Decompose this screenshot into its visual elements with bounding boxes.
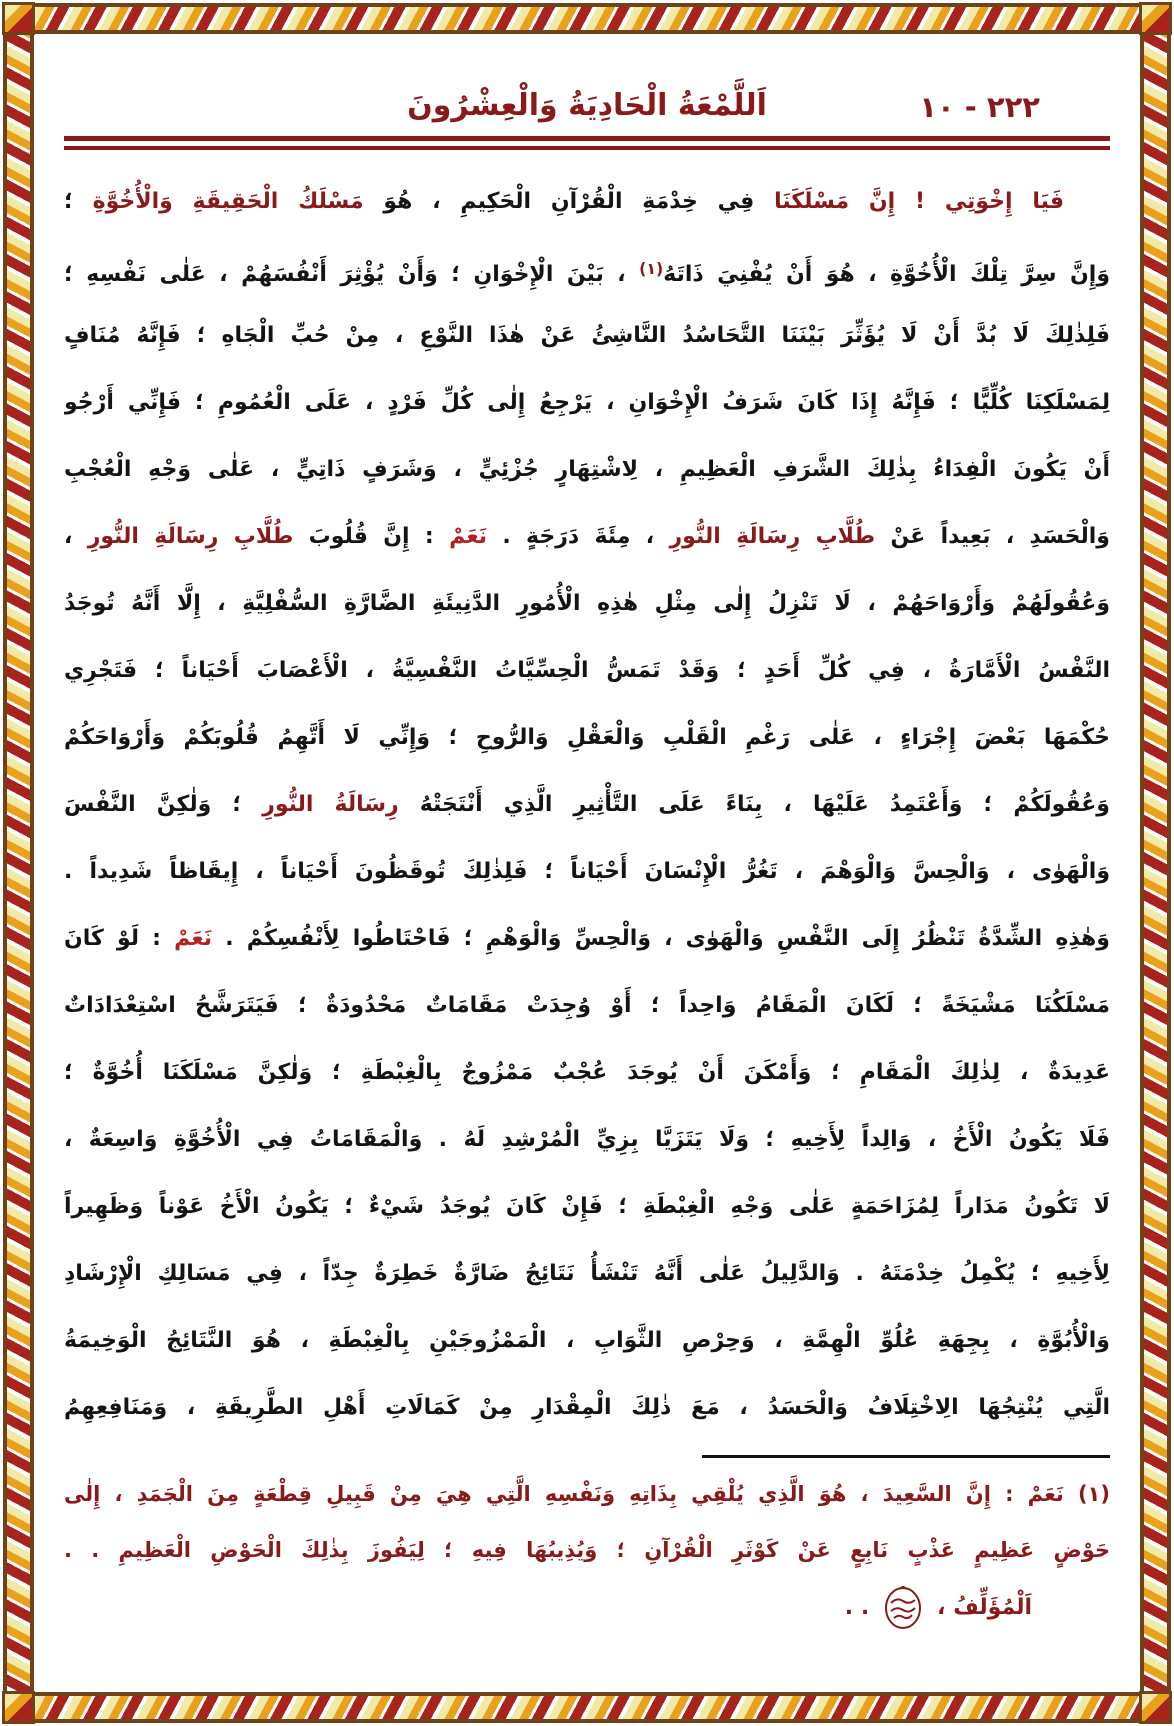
body-text-line: فَيَا إِخْوَتِي ! إِنَّ مَسْلَكَنَا فِي خِدْمَةِ الْقُرْآنِ الْحَكِيمِ ، هُوَ مَسْلَكُ الْحَقِيقَةِ وَالْأُخُوَّةِ ؛ [64, 189, 1064, 214]
frame-border-top [33, 3, 1141, 34]
page-header [64, 88, 1110, 136]
body-text-line: لِمَسْلَكِنَا كُلِّيًّا ؛ فَإِنَّهُ إِذَا كَانَ شَرَفُ الْإِخْوَانِ ، يَرْجِعُ إِلٰى كُلِّ فَرْدٍ ، عَلَى الْعُمُومِ ؛ فَإِنِّي أَرْجُو [64, 390, 1110, 415]
footnote-separator [702, 1455, 1110, 1458]
frame-corner-bottom-left [2, 1691, 35, 1724]
footnote-marker: (١) [1063, 1482, 1110, 1506]
body-text-line: وَإِنَّ سِرَّ تِلْكَ الْأُخُوَّةِ ، هُوَ أَنْ يُفْنِيَ ذَاتَهُ$^{(١)}$ ، بَيْنَ الْإِخْوَانِ ؛ وَأَنْ يُؤْثِرَ أَنْفُسَهُمْ ، عَلٰى نَفْسِهِ ؛ [64, 259, 1110, 287]
body-text-line: حُكْمَهَا بَعْضَ إِجْرَاءٍ ، عَلٰى رَغْمِ الْقَلْبِ وَالْعَقْلِ وَالرُّوحِ ؛ وَإِنِّي لَا أَتَّهِمُ قُلُوبَكُمْ وَأَرْوَاحَكُمْ [64, 725, 1110, 750]
body-text-line: النَّفْسُ الْأَمَّارَةُ ، فِي كُلِّ أَحَدٍ ؛ وَقَدْ تَمَسُّ الْحِسِّيَّاتُ النَّفْسِيَّةُ ، الْأَعْصَابَ أَحْيَاناً ؛ فَتَجْرِي [64, 658, 1110, 683]
frame-corner-top-left [2, 2, 35, 35]
body-text-line: عَدِيدَةٌ ، لِذٰلِكَ الْمَقَامِ ؛ وَأَمْكَنَ أَنْ يُوجَدَ عُجْبٌ مَمْزُوجٌ بِالْغِبْطَةِ ؛ وَلٰكِنَّ مَسْلَكَنَا أُخُوَّةٌ ؛ [64, 1060, 1110, 1085]
footnote-text [64, 1466, 1110, 1578]
body-text-line: فَلَا يَكُونُ الْأَخُ ، وَالِداً لِأَخِيهِ ؛ وَلَا يَتَزَيَّا بِزِيِّ الْمُرْشِدِ لَهُ . وَالْمَقَامَاتُ فِي الْأُخُوَّةِ وَاسِعَةٌ ، [64, 1127, 1110, 1152]
body-text-line: لِأَخِيهِ ؛ يُكْمِلُ خِدْمَتَهُ . وَالدَّلِيلُ عَلٰى أَنَّهُ تَنْشَأُ نَتَائِجُ ضَارَّةٌ خَطِرَةٌ جِدّاً ، فِي مَسَالِكِ الْإِرْشَادِ [64, 1261, 1110, 1286]
frame-corner-top-right [1139, 2, 1172, 35]
author-seal-icon [881, 1583, 925, 1631]
body-text-line: وَالْحَسَدِ ، بَعِيداً عَنْ طُلَّابِ رِسَالَةِ النُّورِ ، مِئَةَ دَرَجَةٍ . نَعَمْ : إِنَّ قُلُوبَ طُلَّابِ رِسَالَةِ النُّورِ ، [64, 524, 1110, 549]
body-text-line: وَعُقُولَكُمْ ؛ وَأَعْتَمِدُ عَلَيْهَا ، بِنَاءً عَلَى التَّأْثِيرِ الَّذِي أَنْتَجَتْهُ رِسَالَةُ النُّورِ ؛ وَلٰكِنَّ النَّفْسَ [64, 792, 1110, 817]
author-signature-dots: . . [844, 1594, 870, 1620]
footnote-text-line: (١) نَعَمْ : إِنَّ السَّعِيدَ ، هُوَ الَّذِي يُلْقِي بِذَاتِهِ وَنَفْسِهِ الَّتِي هِيَ مِنْ قَبِيلِ قِطْعَةٍ مِنَ الْجَمَدِ ، إِلٰى [64, 1482, 1110, 1506]
page-content [64, 88, 1110, 1636]
body-text-line: وَهٰذِهِ الشِّدَّةُ تَنْظُرُ إِلَى النَّفْسِ وَالْهَوٰى ، وَالْحِسِّ وَالْوَهْمِ ؛ فَاحْتَاطُوا لِأَنْفُسِكُمْ . نَعَمْ : لَوْ كَانَ [64, 926, 1110, 951]
frame-border-bottom [33, 1692, 1141, 1723]
footnote-text-line: حَوْضٍ عَظِيمٍ عَذْبٍ نَابِعٍ عَنْ كَوْثَرِ الْقُرْآنِ ؛ وَيُذِيبُهَا فِيهِ ؛ لِيَفُوزَ بِذٰلِكَ الْحَوْضِ الْعَظِيمِ . . [64, 1538, 1110, 1562]
footnote [64, 1466, 1110, 1636]
body-paragraph [64, 168, 1110, 1441]
author-signature [64, 1578, 1110, 1636]
body-text-line: وَالْأُبُوَّةِ ، بِجِهَةِ عُلُوِّ الْهِمَّةِ ، وَحِرْصِ الثَّوَابِ ، الْمَمْزُوجَيْنِ بِالْغِبْطَةِ ، هُوَ النَّتَائِجُ الْوَخِيمَةُ [64, 1328, 1110, 1353]
body-text-line: وَعُقُولَهُمْ وَأَرْوَاحَهُمْ ، لَا تَنْزِلُ إِلٰى مِثْلِ هٰذِهِ الْأُمُورِ الدَّنِيئَةِ الضَّارَّةِ السُّفْلِيَّةِ ، إِلَّا أَنَّهُ تُوجَدُ [64, 591, 1110, 616]
frame-corner-bottom-right [1139, 1691, 1172, 1724]
body-text-line: الَّتِي يُنْتِجُهَا الِاخْتِلَافُ وَالْحَسَدُ ، مَعَ ذٰلِكَ الْمِقْدَارِ مِنْ كَمَالَاتِ أَهْلِ الطَّرِيقَةِ ، وَمَنَافِعِهِمُ [64, 1395, 1110, 1420]
author-signature-label: اَلْمُؤَلِّفُ ، [937, 1594, 1032, 1620]
header-divider [64, 136, 1110, 150]
page-number: ٢٢٢ - ١٠ [919, 90, 1040, 124]
frame-border-left [3, 3, 34, 1723]
body-text-line: فَلِذٰلِكَ لَا بُدَّ أَنْ لَا يُؤَثِّرَ بَيْنَنَا التَّحَاسُدُ النَّاشِئُ عَنْ هٰذَا النَّوْعِ ، مِنْ حُبِّ الْجَاهِ ؛ فَإِنَّهُ مُنَافٍ [64, 323, 1110, 348]
body-text-line: أَنْ يَكُونَ الْفِدَاءُ بِذٰلِكَ الشَّرَفِ الْعَظِيمِ ، لِاشْتِهَارٍ جُزْئِيٍّ ، وَشَرَفٍ ذَاتِيٍّ ، عَلٰى وَجْهِ الْعُجْبِ [64, 457, 1110, 482]
body-text-line: مَسْلَكُنَا مَشْيَخَةً ؛ لَكَانَ الْمَقَامُ وَاحِداً ؛ أَوْ وُجِدَتْ مَقَامَاتٌ مَحْدُودَةٌ ؛ فَيَتَرَشَّحُ اسْتِعْدَادَاتٌ [64, 993, 1110, 1018]
body-text-line: لَا تَكُونُ مَدَاراً لِمُزَاحَمَةٍ عَلٰى وَجْهِ الْغِبْطَةِ ؛ فَإِنْ كَانَ يُوجَدُ شَيْءٌ ؛ يَكُونُ الْأَخُ عَوْناً وَظَهِيراً [64, 1194, 1110, 1219]
body-text-line: وَالْهَوٰى ، وَالْحِسَّ وَالْوَهْمَ ، تَغُرُّ الْإِنْسَانَ أَحْيَاناً ؛ فَلِذٰلِكَ تُوقَظُونَ أَحْيَاناً ، إِيقَاظاً شَدِيداً . [64, 859, 1110, 884]
page-title: اَللَّمْعَةُ الْحَادِيَةُ وَالْعِشْرُونَ [407, 88, 767, 123]
frame-border-right [1140, 3, 1171, 1723]
